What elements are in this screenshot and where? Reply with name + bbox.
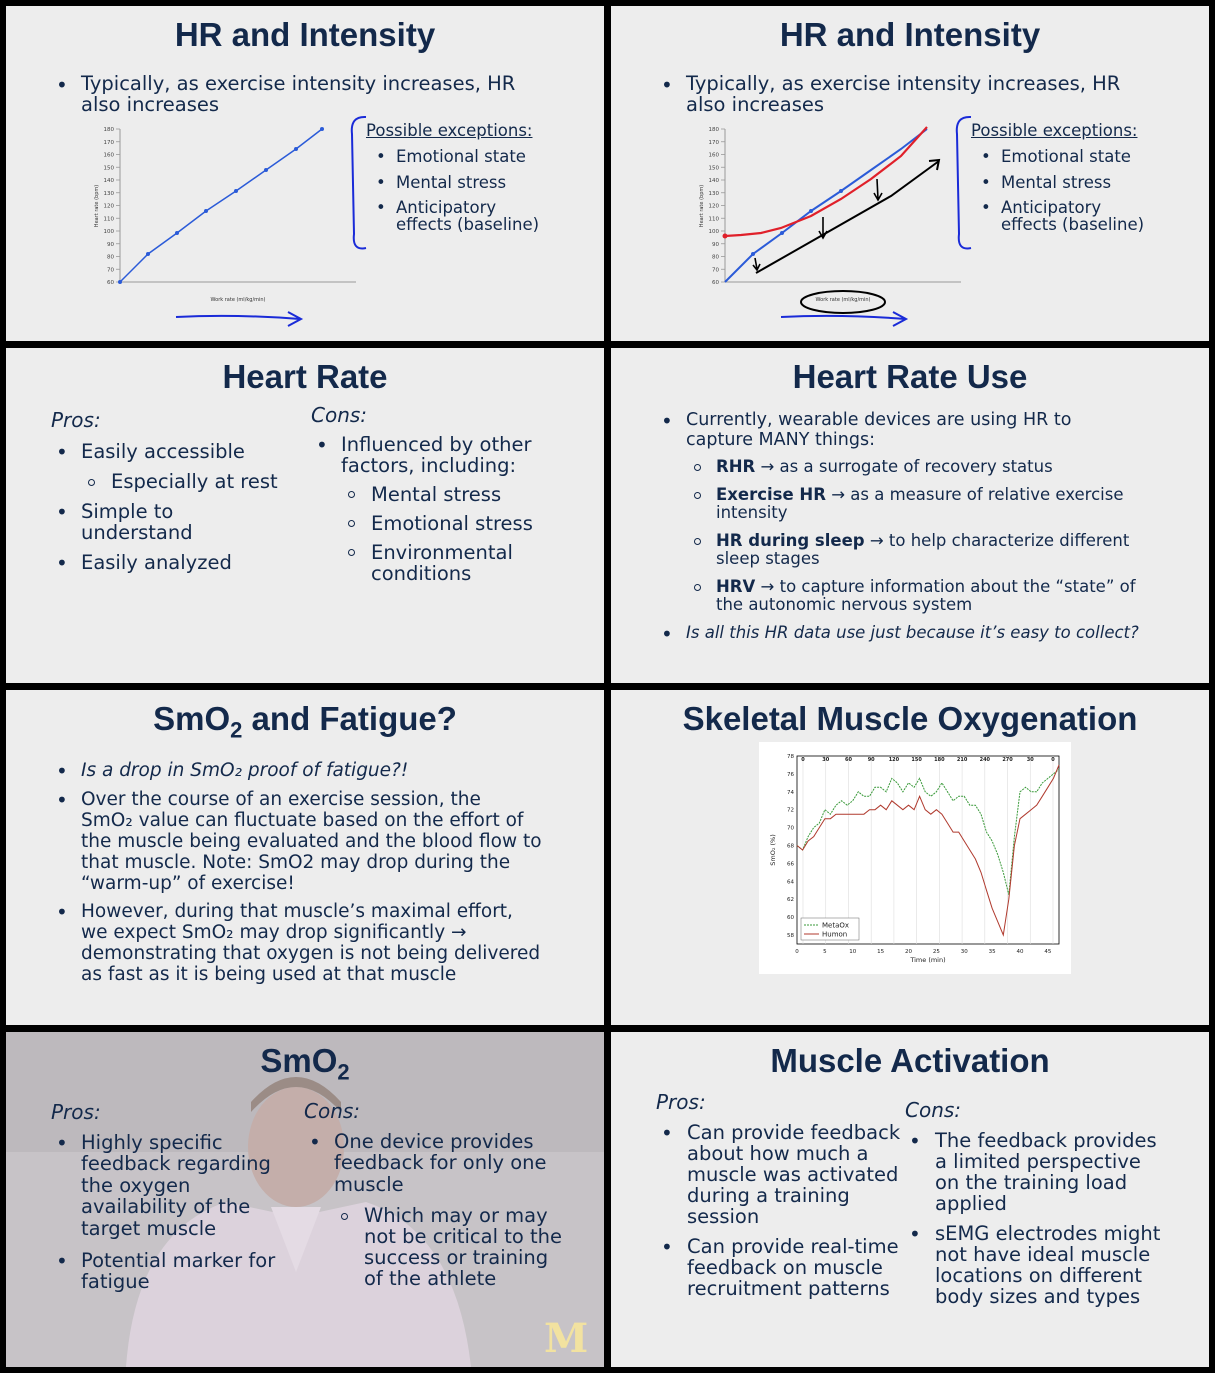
y-tick-label: 58 xyxy=(787,933,794,940)
x-tick-label: 10 xyxy=(849,949,857,955)
bullet-text: capture MANY things: xyxy=(686,430,875,450)
y-tick-label: 64 xyxy=(787,879,794,886)
item-rest: → as a surrogate of recovery status xyxy=(755,457,1053,476)
y-tick-label: 170 xyxy=(708,139,719,146)
cons-item: locations on different xyxy=(935,1264,1143,1287)
exceptions-title: Possible exceptions: xyxy=(366,121,533,140)
y-tick-label: 74 xyxy=(787,789,794,796)
plot-frame xyxy=(797,756,1059,944)
pros-item: Can provide real-time xyxy=(687,1235,899,1258)
bullet-dot: • xyxy=(56,900,68,924)
x-tick-label: 30 xyxy=(960,949,968,955)
hr-chart xyxy=(76,121,366,331)
y-tick-label: 76 xyxy=(787,771,794,778)
sub-bullet xyxy=(694,538,701,545)
bullet-dot: • xyxy=(56,1249,68,1273)
arrow-annotation xyxy=(781,312,906,326)
y-tick-label: 120 xyxy=(708,203,719,210)
hr-use-item-cont: sleep stages xyxy=(716,549,820,568)
slide-skeletal-muscle-oxygenation xyxy=(611,690,1209,1025)
cons-label: Cons: xyxy=(304,1099,361,1123)
y-tick-label: 100 xyxy=(103,229,114,235)
item-bold: RHR xyxy=(716,457,756,476)
sub-bullet xyxy=(341,1213,348,1220)
y-tick-label: 68 xyxy=(787,843,794,850)
exception-item: Emotional state xyxy=(396,147,526,166)
hr-use-item-cont: intensity xyxy=(716,503,788,522)
cons-subitem: conditions xyxy=(371,562,472,585)
pros-item: Potential marker for xyxy=(81,1249,276,1272)
x-tick-label: 25 xyxy=(932,949,940,955)
cons-item: muscle xyxy=(334,1173,404,1196)
y-tick-label: 90 xyxy=(107,241,114,248)
slide-hr-intensity-2 xyxy=(611,6,1209,341)
bullet-text: “warm-up” of exercise! xyxy=(81,873,295,894)
pros-label: Pros: xyxy=(51,1100,101,1124)
slide-title: Muscle Activation xyxy=(770,1042,1050,1079)
cons-item: sEMG electrodes might xyxy=(935,1222,1161,1245)
bullet-dot: • xyxy=(661,73,673,97)
cons-subitem: Mental stress xyxy=(371,483,502,506)
y-tick-label: 70 xyxy=(712,267,719,274)
question-text: Is all this HR data use just because it’s easy to collect? xyxy=(686,623,1139,642)
bullet-text: also increases xyxy=(81,93,220,116)
cons-label: Cons: xyxy=(905,1098,962,1122)
x-tick-label: 45 xyxy=(1044,949,1052,955)
bullet-text: However, during that muscle’s maximal effort, xyxy=(81,901,513,922)
y-tick-label: 70 xyxy=(787,825,794,832)
slide-title xyxy=(6,1042,604,1086)
cons-subitem: Emotional stress xyxy=(371,512,533,535)
item-bold: HRV xyxy=(716,577,756,596)
bullet-dot: • xyxy=(56,440,68,464)
y-tick-label: 130 xyxy=(103,190,114,197)
hr-use-item xyxy=(716,486,1124,504)
sub-bullet xyxy=(348,491,355,498)
y-tick-label: 100 xyxy=(708,229,719,235)
y-tick-labels xyxy=(104,127,121,286)
red-annotation-line xyxy=(725,127,927,236)
exception-item: effects (baseline) xyxy=(1001,215,1145,234)
x-axis-label: Time (min) xyxy=(910,956,946,964)
bullet-dot: • xyxy=(661,622,673,646)
cons-subitem: Environmental xyxy=(371,541,513,564)
exception-item: Anticipatory xyxy=(1001,198,1102,217)
y-tick-label: 180 xyxy=(103,127,114,133)
pros-item: Easily analyzed xyxy=(81,551,232,574)
exception-item: Emotional state xyxy=(1001,147,1131,166)
y-tick-label: 160 xyxy=(103,152,114,159)
exception-dot: • xyxy=(376,173,386,192)
cons-item: applied xyxy=(935,1192,1007,1215)
cons-item: body sizes and types xyxy=(935,1285,1141,1308)
x-tick-label: 20 xyxy=(904,949,912,955)
y-tick-labels xyxy=(709,127,726,286)
bullet-dot: • xyxy=(56,551,68,575)
title-end: and Fatigue? xyxy=(242,700,457,737)
bullet-text: demonstrating that oxygen is not being delivered xyxy=(81,943,541,964)
exception-dot: • xyxy=(981,173,991,192)
title-main: SmO xyxy=(260,1042,338,1079)
y-tick-label: 60 xyxy=(107,280,114,286)
cons-item: One device provides xyxy=(334,1130,534,1153)
sub-bullet xyxy=(348,549,355,556)
y-tick-label: 180 xyxy=(708,127,719,133)
bullet-text: that muscle. Note: SmO2 may drop during the xyxy=(81,852,511,873)
hr-chart-annotated xyxy=(681,121,971,331)
y-tick-label: 150 xyxy=(708,165,719,172)
pros-item: session xyxy=(687,1205,760,1228)
hr-line xyxy=(120,129,322,282)
y-tick-label: 80 xyxy=(712,254,719,261)
hr-use-item xyxy=(716,532,1129,550)
slide-title xyxy=(6,700,604,744)
y-tick-label: 62 xyxy=(787,897,794,904)
slide-title: HR and Intensity xyxy=(779,16,1041,53)
bullet-text: the muscle being evaluated and the blood flow to xyxy=(81,831,542,852)
slide-heart-rate xyxy=(6,348,604,683)
bullet-text: Typically, as exercise intensity increases, HR xyxy=(81,72,516,95)
pros-label: Pros: xyxy=(656,1090,706,1114)
top-axis-label: 0 xyxy=(801,757,805,763)
exception-dot: • xyxy=(376,198,386,217)
legend-label: MetaOx xyxy=(822,921,850,930)
cons-label: Cons: xyxy=(311,403,368,427)
bullet-dot: • xyxy=(661,1121,673,1145)
bullet-text: Typically, as exercise intensity increases, HR xyxy=(686,72,1121,95)
y-tick-label: 140 xyxy=(708,178,719,184)
pros-item: Simple to xyxy=(81,500,174,523)
bullet-dot: • xyxy=(56,759,68,783)
sub-bullet xyxy=(694,492,701,499)
top-axis-label: 30 xyxy=(822,757,830,763)
pros-item: Highly specific xyxy=(81,1131,223,1154)
y-tick-label: 130 xyxy=(708,190,719,197)
y-tick-label: 150 xyxy=(103,165,114,172)
bullet-text: Is a drop in SmO₂ proof of fatigue?! xyxy=(81,760,409,781)
cons-subitem: success or training xyxy=(364,1246,549,1269)
bullet-dot: • xyxy=(661,409,673,433)
pros-item: Easily accessible xyxy=(81,440,245,463)
slide-title: HR and Intensity xyxy=(174,16,436,53)
bullet-dot: • xyxy=(661,1235,673,1259)
hr-use-item xyxy=(716,578,1136,596)
item-bold: Exercise HR xyxy=(716,485,826,504)
bullet-text: Currently, wearable devices are using HR to xyxy=(686,410,1072,430)
red-point xyxy=(723,234,728,239)
y-tick-label: 140 xyxy=(103,178,114,184)
slide-muscle-activation xyxy=(611,1032,1209,1367)
x-tick-label: 35 xyxy=(988,949,996,955)
y-tick-label: 110 xyxy=(103,216,114,223)
bullet-dot: • xyxy=(56,1131,68,1155)
slide-title: Heart Rate xyxy=(222,358,388,395)
x-tick-label: 40 xyxy=(1016,949,1024,955)
bullet-dot: • xyxy=(316,433,328,457)
top-axis-label: 30 xyxy=(1026,757,1034,763)
pros-item: during a training xyxy=(687,1184,850,1207)
hr-use-item xyxy=(716,458,1053,476)
cons-subitem: not be critical to the xyxy=(364,1225,562,1248)
slide-hr-intensity-1 xyxy=(6,6,604,341)
pros-item: feedback regarding xyxy=(81,1152,271,1175)
exception-item: Mental stress xyxy=(1001,173,1112,192)
cons-subitem: of the athlete xyxy=(364,1267,497,1290)
down-arrows xyxy=(753,179,882,270)
exception-dot: • xyxy=(981,147,991,166)
cons-item: on the training load xyxy=(935,1171,1128,1194)
top-axis-label: 150 xyxy=(911,757,922,763)
cons-item: not have ideal muscle xyxy=(935,1243,1151,1266)
hr-use-item-cont: the autonomic nervous system xyxy=(716,595,973,614)
exception-dot: • xyxy=(981,198,991,217)
pros-item: fatigue xyxy=(81,1270,150,1293)
x-tick-label: 15 xyxy=(877,949,885,955)
slide-smo2-pros-cons xyxy=(6,1032,604,1367)
top-axis-label: 240 xyxy=(979,757,991,763)
y-tick-label: 66 xyxy=(787,861,794,868)
black-annotation-line xyxy=(756,160,939,273)
slide-title: Heart Rate Use xyxy=(792,358,1028,395)
pros-item: target muscle xyxy=(81,1217,217,1240)
bullet-text: as fast as it is being used at that muscle xyxy=(81,964,457,985)
arrow-annotation xyxy=(176,312,301,326)
y-tick-label: 90 xyxy=(712,241,719,248)
exception-item: Anticipatory xyxy=(396,198,497,217)
title-sub: 2 xyxy=(337,1059,350,1085)
pros-item: availability of the xyxy=(81,1195,251,1218)
cons-item: Influenced by other xyxy=(341,433,532,456)
sub-bullet xyxy=(348,520,355,527)
pros-item: the oxygen xyxy=(81,1174,191,1197)
top-axis-label: 210 xyxy=(956,757,968,763)
y-tick-label: 60 xyxy=(712,280,719,286)
slide-title: Skeletal Muscle Oxygenation xyxy=(682,700,1138,737)
smo2-line-chart xyxy=(759,742,1071,974)
y-tick-label: 70 xyxy=(107,267,114,274)
top-axis-label: 180 xyxy=(934,757,945,763)
slide-heart-rate-use xyxy=(611,348,1209,683)
pros-subitem: Especially at rest xyxy=(111,470,278,493)
bullet-dot: • xyxy=(309,1130,321,1154)
y-axis-label: SmO₂ (%) xyxy=(769,834,777,866)
cons-item: factors, including: xyxy=(341,454,517,477)
y-axis-label: Heart rate (bpm) xyxy=(94,184,100,228)
y-tick-label: 170 xyxy=(103,139,114,146)
title-sub: 2 xyxy=(230,717,243,743)
bullet-text: Over the course of an exercise session, the xyxy=(81,789,481,810)
y-tick-label: 80 xyxy=(107,254,114,261)
y-axis-label: Heart rate (bpm) xyxy=(699,184,705,228)
cons-item: feedback for only one xyxy=(334,1151,547,1174)
y-tick-label: 120 xyxy=(103,203,114,210)
pros-item: about how much a xyxy=(687,1142,869,1165)
top-axis-label: 0 xyxy=(1051,757,1055,763)
cons-item: a limited perspective xyxy=(935,1150,1141,1173)
pros-item: feedback on muscle xyxy=(687,1256,883,1279)
sub-bullet xyxy=(694,584,701,591)
y-tick-label: 72 xyxy=(787,807,794,814)
legend-label: Humon xyxy=(822,930,848,939)
x-tick-label: 0 xyxy=(795,949,799,955)
exception-dot: • xyxy=(376,147,386,166)
slide-smo2-fatigue xyxy=(6,690,604,1025)
item-bold: HR during sleep xyxy=(716,531,865,550)
item-rest: → to help characterize different xyxy=(864,531,1130,550)
y-tick-label: 60 xyxy=(787,915,794,922)
item-rest: → as a measure of relative exercise xyxy=(825,485,1124,504)
bullet-text: also increases xyxy=(686,93,825,116)
cons-item: The feedback provides xyxy=(935,1129,1157,1152)
bullet-dot: • xyxy=(56,788,68,812)
pros-item: muscle was activated xyxy=(687,1163,899,1186)
exception-item: effects (baseline) xyxy=(396,215,540,234)
pros-label: Pros: xyxy=(51,408,101,432)
top-axis-label: 120 xyxy=(888,757,900,763)
item-rest: → to capture information about the “state” of xyxy=(755,577,1136,596)
bullet-dot: • xyxy=(909,1222,921,1246)
x-axis-label: Work rate (ml/kg/min) xyxy=(210,297,266,303)
title-main: SmO xyxy=(153,700,231,737)
bullet-dot: • xyxy=(56,500,68,524)
y-tick-label: 78 xyxy=(787,754,794,760)
pros-item: understand xyxy=(81,521,193,544)
sub-bullet xyxy=(88,479,95,486)
cons-subitem: Which may or may xyxy=(364,1204,548,1227)
pros-item: recruitment patterns xyxy=(687,1277,890,1300)
bullet-text: SmO₂ value can fluctuate based on the effort of xyxy=(81,810,524,831)
sub-bullet xyxy=(694,464,701,471)
y-tick-label: 160 xyxy=(708,152,719,159)
top-axis-label: 60 xyxy=(844,757,852,763)
x-tick-label: 5 xyxy=(823,949,827,955)
exceptions-title: Possible exceptions: xyxy=(971,121,1138,140)
bullet-dot: • xyxy=(56,73,68,97)
x-axis-label: Work rate (ml/kg/min) xyxy=(815,297,871,303)
exception-item: Mental stress xyxy=(396,173,507,192)
pros-item: Can provide feedback xyxy=(687,1121,901,1144)
y-tick-label: 110 xyxy=(708,216,719,223)
bullet-dot: • xyxy=(909,1129,921,1153)
top-axis-label: 90 xyxy=(867,757,875,763)
university-logo: M xyxy=(544,1315,589,1362)
top-axis-label: 270 xyxy=(1002,757,1013,763)
bullet-text: we expect SmO₂ may drop significantly → xyxy=(81,922,467,943)
